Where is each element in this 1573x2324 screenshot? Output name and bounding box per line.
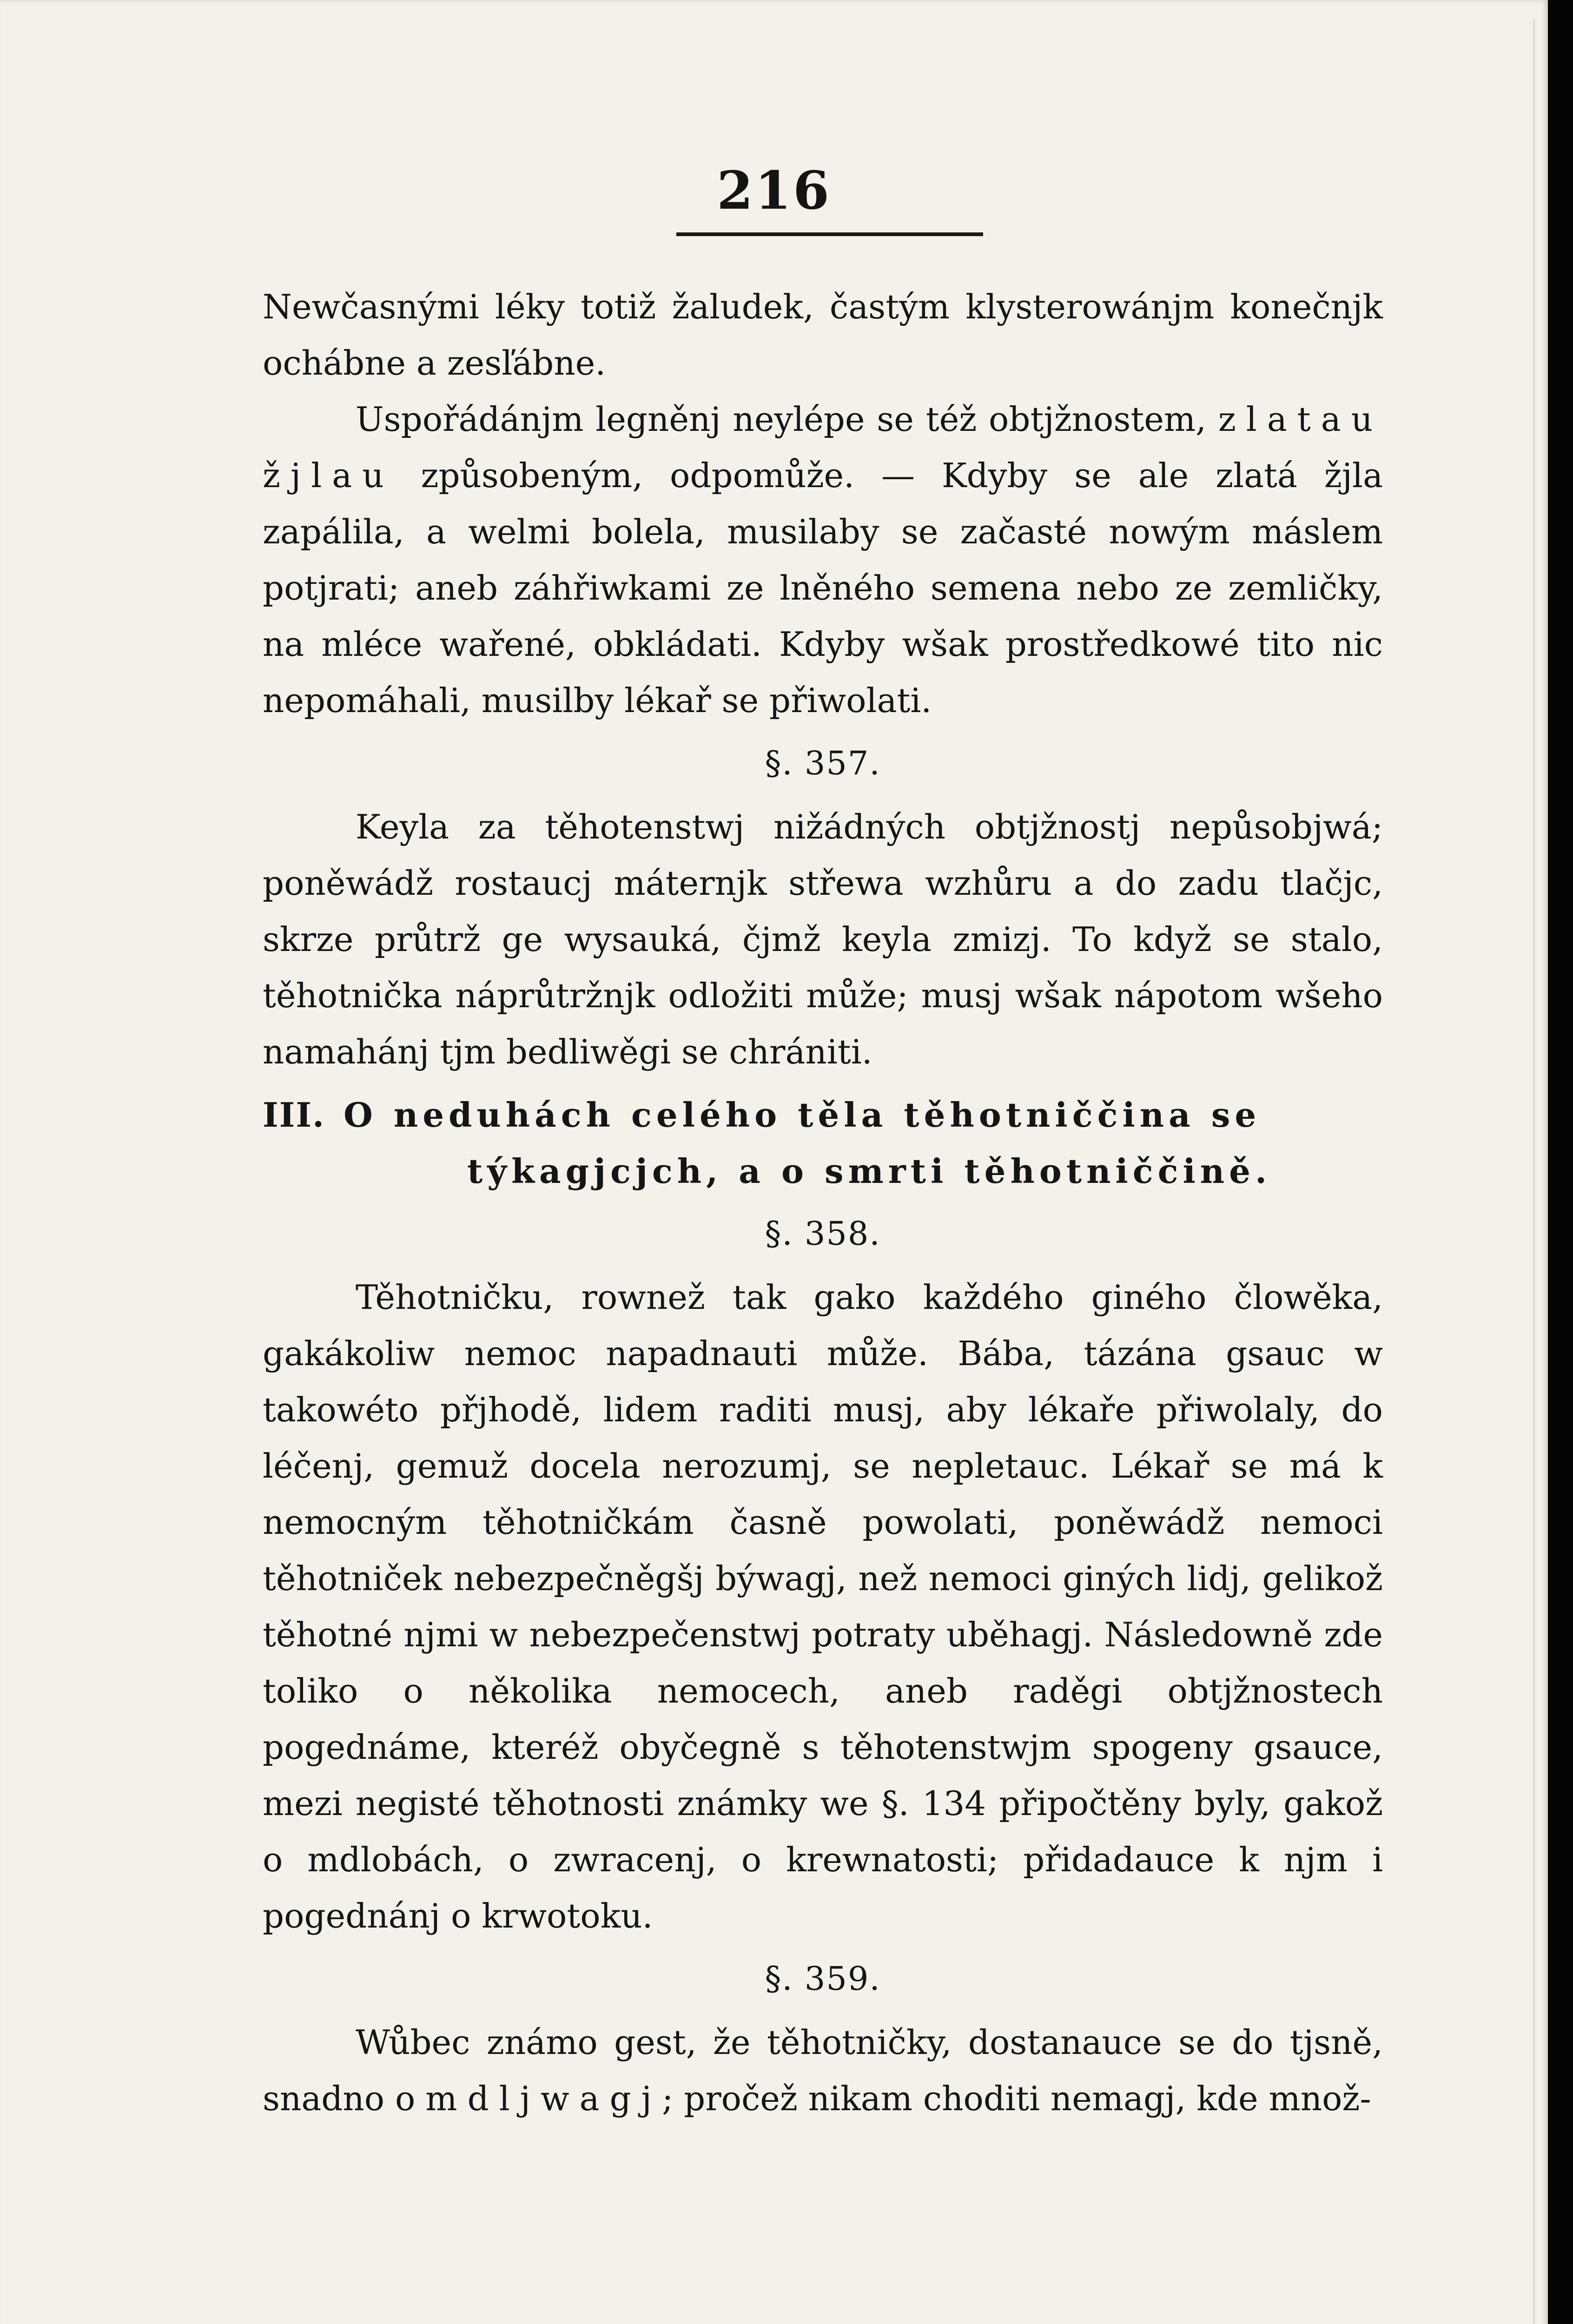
- chapter-title: O neduhách celého těla těhotniččina se týkagjcjch, a o smrti těhotniččině.: [344, 1095, 1272, 1191]
- paragraph: [263, 391, 1383, 729]
- paragraph: Těhotničku, rownež tak gako každého giného člowěka, gakákoliw nemoc napadnauti může. Bába, tázána gsauc w takowéto přjhodě, lidem raditi musj, aby lékaře přiwolaly, do léčenj, gemuž docela nerozumj, se nepletauc. Lékař se má k nemocným těhotničkám časně powolati, poněwádž nemoci těhotniček nebezpečněgšj býwagj, než nemoci giných lidj, gelikož těhotné njmi w nebezpečenstwj potraty uběhagj. Následowně zde toliko o několika nemocech, aneb raděgi obtjžnostech pogednáme, kteréž obyčegně s těhotenstwjm spogeny gsauce, mezi negisté těhotnosti známky we §. 134 připočtěny byly, gakož o mdlobách, o zwracenj, o krewnatosti; přidadauce k njm i pogednánj o krwotoku.: [263, 1278, 1383, 1935]
- page-number: 216: [717, 160, 831, 221]
- paragraph: Newčasnými léky totiž žaludek, častým klysterowánjm konečnjk ochábne a zesľábne.: [263, 287, 1383, 383]
- section-marker: §. 358.: [765, 1215, 881, 1253]
- emphasized-term: zlatau žjlau: [263, 400, 1383, 495]
- section-marker: §. 359.: [765, 1960, 881, 1998]
- paragraph: Keyla za těhotenstwj nižádných obtjžnostj nepůsobjwá; poněwádž rostaucj máternjk střewa wzhůru a do zadu tlačjc, skrze průtrž ge wysauká, čjmž keyla zmizj. To když se stalo, těhotnička náprůtržnjk odložiti může; musj wšak nápotom wšeho namahánj tjm bedliwěgi se chrániti.: [263, 807, 1383, 1071]
- chapter-number: III.: [263, 1095, 325, 1135]
- section-marker: §. 357.: [765, 744, 881, 782]
- body-text: [263, 279, 1383, 2127]
- text-run: ; pročež nikam choditi nemagj, kde množ-: [661, 2079, 1371, 2118]
- page-header: [0, 160, 1548, 221]
- text-run: Wůbec známo gest, že těhotničky, dostanauce se do tjsně, snadno: [263, 2023, 1383, 2118]
- header-rule: [676, 232, 983, 236]
- text-run: Uspořádánjm legněnj neylépe se též obtjžnostem,: [356, 400, 1207, 439]
- emphasized-term: omdljwagj: [395, 2079, 662, 2118]
- paragraph: [263, 2014, 1383, 2127]
- text-run: způsobeným, odpomůže. — Kdyby se ale zlatá žjla zapálila, a welmi bolela, musilaby se začasté nowým máslem potjrati; aneb záhřiwkami ze lněného semena nebo ze zemličky, na mléce wařené, obkládati. Kdyby wšak prostředkowé tito nic nepomáhali, musilby lékař se přiwolati.: [263, 456, 1383, 720]
- chapter-heading: [263, 1087, 1383, 1199]
